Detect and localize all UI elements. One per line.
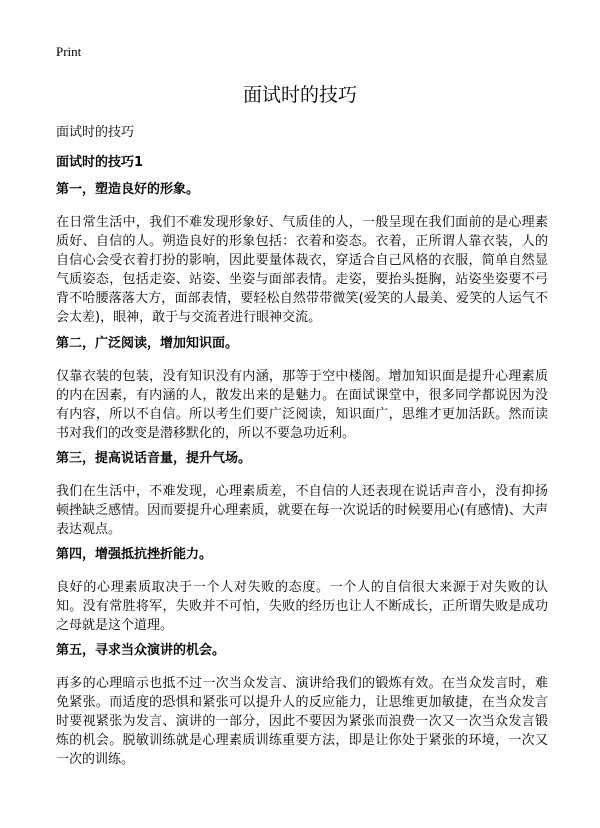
section-2 [56, 335, 548, 443]
section-4 [56, 546, 548, 635]
section-text: 良好的心理素质取决于一个人对失败的态度。一个人的自信很大来源于对失败的认知。没有常胜将军，失败并不可怕，失败的经历也让人不断成长，正所谓失败是成功之母就是这个道理。 [56, 580, 548, 633]
article-heading: 面试时的技巧1 [56, 155, 144, 170]
section-heading: 第五，寻求当众演讲的机会。 [56, 643, 226, 658]
section-3 [56, 450, 548, 539]
section-heading: 第二，广泛阅读，增加知识面。 [56, 336, 239, 351]
page-subtitle: 面试时的技巧 [56, 125, 135, 140]
section-text: 仅靠衣装的包装，没有知识没有内涵，那等于空中楼阁。增加知识面是提升心理素质的内在因素，有内涵的人，散发出来的是魅力。在面试课堂中，很多同学都说因为没有内容，所以不自信。所以考生们要广泛阅读，知识面广，思维才更加活跃。然而读书对我们的改变是潜移默化的，所以不要急功近利。 [56, 369, 548, 441]
print-link[interactable]: Print [56, 44, 82, 59]
section-5 [56, 642, 548, 769]
section-text: 我们在生活中，不难发现，心理素质差，不自信的人还表现在说话声音小，没有抑扬顿挫缺乏感情。因而要提升心理素质，就要在每一次说话的时候要用心(有感情)、大声表达观点。 [56, 484, 548, 537]
page-title: 面试时的技巧 [242, 84, 357, 106]
section-text: 再多的心理暗示也抵不过一次当众发言、演讲给我们的锻炼有效。在当众发言时，难免紧张。而适度的恐惧和紧张可以提升人的反应能力，让思维更加敏捷，在当众发言时要视紧张为发言、演讲的一部分，因此不要因为紧张而浪费一次又一次当众发言锻炼的机会。脱敏训练就是心理素质训练重要方法，即是让你处于紧张的环境，一次又一次的训练。 [56, 676, 548, 767]
section-heading: 第一，塑造良好的形象。 [56, 182, 200, 197]
section-text: 在日常生活中，我们不难发现形象好、气质佳的人，一般呈现在我们面前的是心理素质好、自信的人。朔造良好的形象包括：衣着和姿态。衣着，正所谓人靠衣装，人的自信心会受衣着打扮的影响，因此要量体裁衣，穿适合自己风格的衣服，简单自然显气质姿态，包括走姿、站姿、坐姿与面部表情。走姿，要抬头挺胸，站姿坐姿要不弓背不哈腰落落大方，面部表情，要轻松自然带带微笑(爱笑的人最美、爱笑的人运气不会太差)，眼神，敢于与交流者进行眼神交流。 [56, 215, 548, 325]
section-1 [56, 181, 548, 327]
section-heading: 第四，增强抵抗挫折能力。 [56, 547, 213, 562]
section-heading: 第三，提高说话音量，提升气场。 [56, 451, 252, 466]
